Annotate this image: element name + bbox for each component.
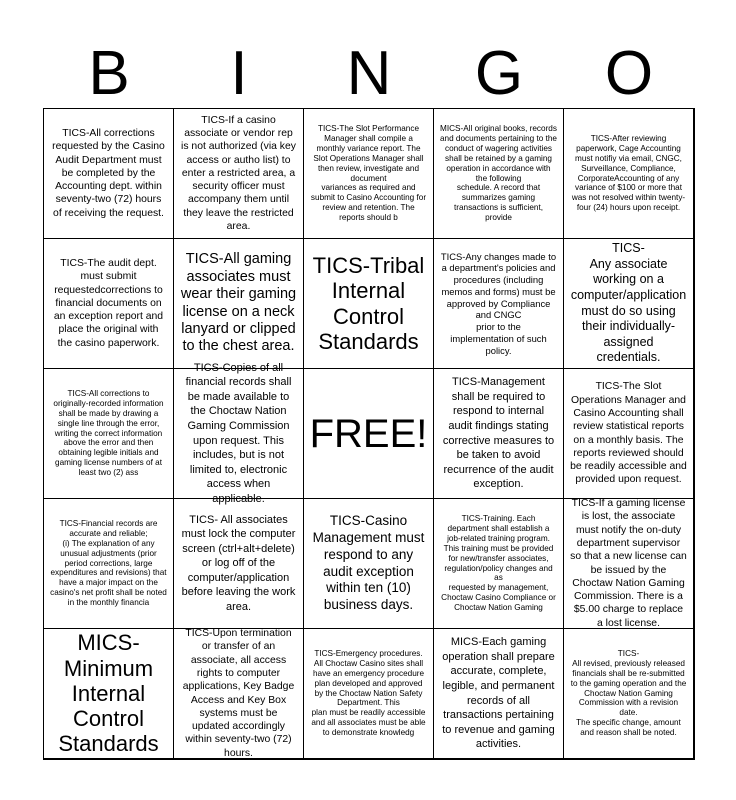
cell-text: MICS-All original books, records and documents pertaining to the conduct of wagering activities shall be retained by a gaming operation in accordance with the following schedule. A record that summarizes gaming transactions is sufficient, provide bbox=[440, 124, 557, 222]
bingo-card bbox=[43, 108, 695, 760]
cell-text: TICS-All gaming associates must wear their gaming license on a neck lanyard or clipped to the chest area. bbox=[180, 251, 297, 355]
cell-text: TICS-Any changes made to a department's policies and procedures (including memos and forms) must be approved by Compliance and CNGC prior to the implementation of such policy. bbox=[440, 250, 557, 356]
cell-text: TICS-Emergency procedures. All Choctaw Casino sites shall have an emergency procedure plan developed and approved by the Choctaw Nation Safety Department. This plan must be readily accessible and all associates must be able to demonstrate knowledg bbox=[311, 649, 426, 737]
cell-text: TICS-Upon termination or transfer of an associate, all access rights to computer applications, Key Badge Access and Key Box systems must be updated accordingly within seventy-two (72) hours. bbox=[182, 627, 295, 759]
bingo-cell[interactable] bbox=[433, 498, 564, 629]
bingo-cell[interactable] bbox=[43, 498, 174, 629]
bingo-cell[interactable] bbox=[43, 238, 174, 369]
bingo-cell[interactable] bbox=[303, 238, 434, 369]
bingo-header bbox=[44, 40, 694, 108]
cell-text: TICS- All revised, previously released financials shall be re-submitted to the gaming operation and the Choctaw Nation Gaming Commission with a revision date. The specific change, amount and reason shall be noted. bbox=[570, 649, 687, 737]
bingo-cell[interactable] bbox=[43, 368, 174, 499]
free-space-label: FREE! bbox=[309, 411, 428, 456]
cell-text: TICS-Management shall be required to respond to internal audit findings stating corrective measures to be taken to avoid recurrence of the audit exception. bbox=[442, 376, 555, 491]
free-space[interactable] bbox=[303, 368, 434, 499]
cell-text: MICS-Each gaming operation shall prepare accurate, complete, legible, and permanent records of all transactions pertaining to revenue and gaming activities. bbox=[442, 636, 555, 751]
bingo-cell[interactable] bbox=[563, 628, 694, 759]
bingo-cell[interactable] bbox=[173, 498, 304, 629]
header-letter-g: G bbox=[474, 39, 524, 108]
cell-text: TICS-After reviewing paperwork, Cage Accounting must notifiy via email, CNGC, Surveillance, Compliance, CorporateAccounting of any variance of $100 or more that was not resolved within twenty-four (24) hours upon receipt. bbox=[571, 134, 686, 213]
bingo-cell[interactable] bbox=[563, 238, 694, 369]
header-letter-o: O bbox=[604, 39, 654, 108]
header-letter-i: I bbox=[230, 39, 248, 108]
bingo-cell[interactable] bbox=[303, 628, 434, 759]
bingo-cell[interactable] bbox=[173, 108, 304, 239]
cell-text: TICS-The Slot Performance Manager shall compile a monthly variance report. The Slot Operations Manager shall then review, investigate and document variances as required and submit to Casino Accounting for review and retention. The reports should b bbox=[310, 124, 427, 222]
bingo-cell[interactable] bbox=[303, 498, 434, 629]
bingo-cell[interactable] bbox=[563, 108, 694, 239]
bingo-cell[interactable] bbox=[433, 108, 564, 239]
cell-text: TICS-The audit dept. must submit requestedcorrections to financial documents on an exception report and place the original with the casino paperwork. bbox=[53, 257, 164, 349]
bingo-cell[interactable] bbox=[303, 108, 434, 239]
cell-text: TICS-If a casino associate or vendor rep is not authorized (via key access or autho list) to enter a restricted area, a security officer must accompany them until they leave the restricted area. bbox=[181, 114, 296, 233]
cell-text: TICS-Financial records are accurate and reliable; (i) The explanation of any unusual adjustments (prior period corrections, large expenditures and revisions) that have a major impact on the casino's net profit shall be noted in the monthly financia bbox=[50, 519, 167, 607]
cell-text: TICS-All corrections requested by the Casino Audit Department must be completed by the Accounting dept. within seventy-two (72) hours of receiving the request. bbox=[52, 127, 165, 219]
cell-text: TICS-If a gaming license is lost, the associate must notify the on-duty department supervisor so that a new license can be issued by the Choctaw Nation Gaming Commission. There is a $5.00 charge to replace a lost license. bbox=[570, 497, 687, 629]
cell-text: TICS-All corrections to originally-recorded information shall be made by drawing a single line through the error, writing the correct information above the error and then obtaining legible initials and gaming license numbers of at least two (2) ass bbox=[53, 389, 164, 477]
bingo-cell[interactable] bbox=[173, 361, 304, 505]
cell-text: TICS-Casino Management must respond to any audit exception within ten (10) business days. bbox=[312, 513, 425, 612]
cell-text: TICS-Training. Each department shall establish a job-related training program. This training must be provided for new/transfer associates, regulation/policy changes and as requested by management, Choctaw Casino Compliance or Choctaw Nation Gaming bbox=[441, 514, 556, 612]
bingo-cell[interactable] bbox=[433, 238, 564, 369]
bingo-cell[interactable] bbox=[563, 498, 694, 629]
cell-text: TICS-Tribal Internal Control Standards bbox=[312, 252, 425, 354]
header-letter-b: B bbox=[88, 39, 130, 108]
cell-text: TICS- All associates must lock the computer screen (ctrl+alt+delete) or log off of the computer/application before leaving the work area. bbox=[181, 513, 296, 613]
cell-text: TICS-Copies of all financial records shall be made available to the Choctaw Nation Gaming Commission upon request. This includes, but is not limited to, electronic access when applicable. bbox=[185, 361, 292, 505]
bingo-cell[interactable] bbox=[173, 628, 304, 759]
bingo-cell[interactable] bbox=[433, 368, 564, 499]
header-letter-n: N bbox=[346, 39, 392, 108]
bingo-cell[interactable] bbox=[43, 628, 174, 759]
bingo-cell[interactable] bbox=[433, 628, 564, 759]
cell-text: TICS- Any associate working on a computer/application must do so using their individually-assigned credentials. bbox=[570, 241, 687, 365]
bingo-cell[interactable] bbox=[173, 238, 304, 369]
cell-text: TICS-The Slot Operations Manager and Casino Accounting shall review statistical reports on a monthly basis. The reports reviewed should be readily accessible and provided upon request. bbox=[570, 381, 687, 486]
bingo-cell[interactable] bbox=[43, 108, 174, 239]
cell-text: MICS-Minimum Internal Control Standards bbox=[58, 630, 159, 757]
bingo-cell[interactable] bbox=[563, 368, 694, 499]
